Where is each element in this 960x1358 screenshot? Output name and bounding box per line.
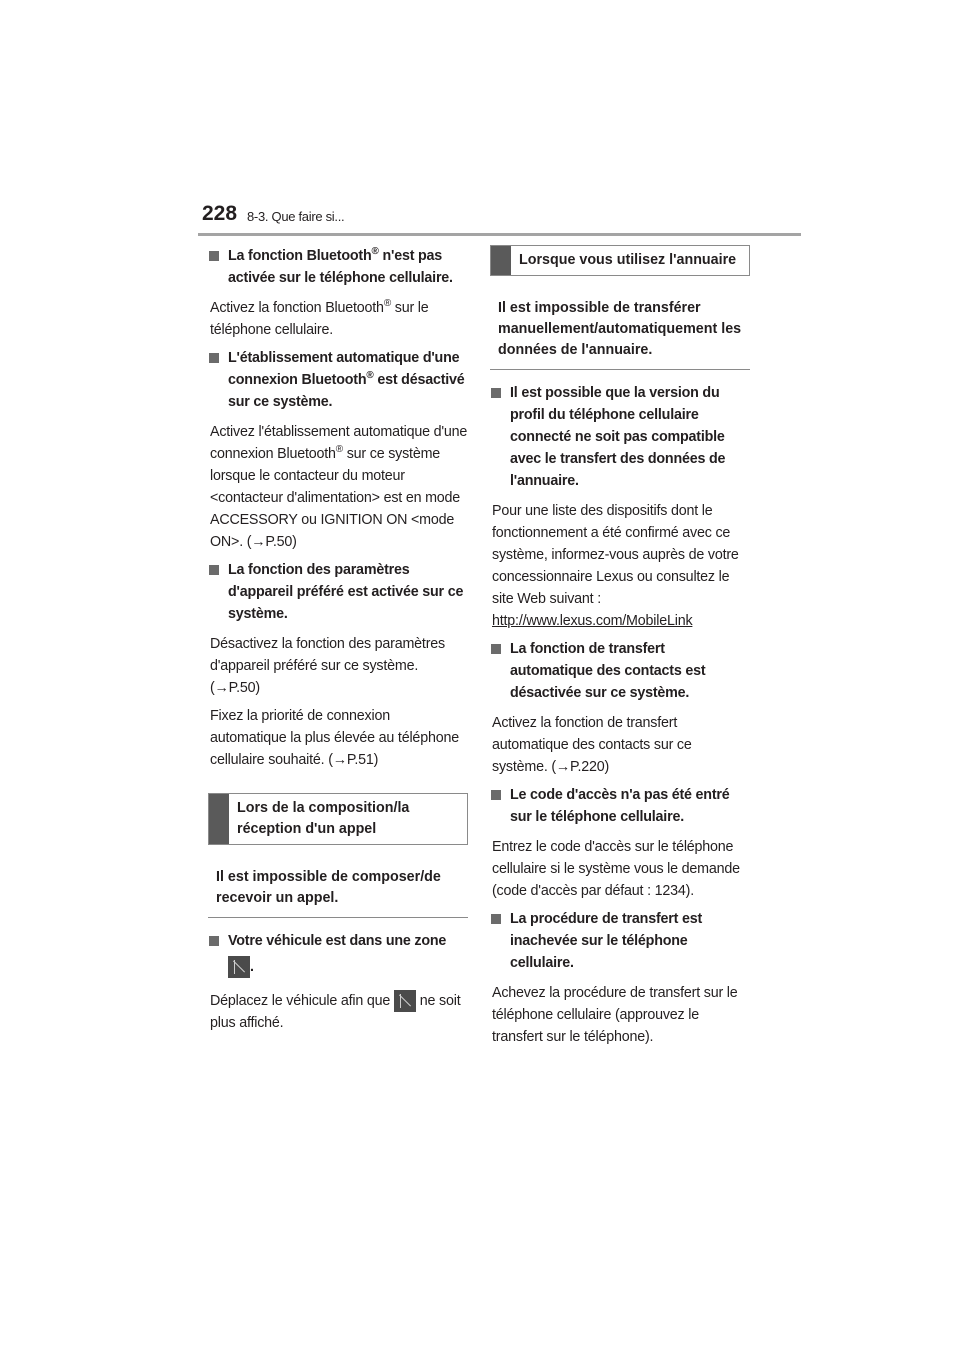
subheading-transfer-incomplete: La procédure de transfert est inachevée sur le téléphone cellulaire. [490, 908, 750, 974]
section-bar [209, 794, 229, 844]
square-bullet-icon [209, 251, 219, 261]
square-bullet-icon [209, 936, 219, 946]
subheading-profile-version: Il est possible que la version du profil du téléphone cellulaire connecté ne soit pas compatible avec le transfert des données de l'annuaire. [490, 382, 750, 492]
subheading-passcode: Le code d'accès n'a pas été entré sur le téléphone cellulaire. [490, 784, 750, 828]
subheading-preferred-device: La fonction des paramètres d'appareil préféré est activée sur ce système. [208, 559, 468, 625]
subheading-auto-transfer: La fonction de transfert automatique des contacts est désactivée sur ce système. [490, 638, 750, 704]
mobilelink-url[interactable]: http://www.lexus.com/MobileLink [492, 613, 693, 629]
issue-phonebook: Il est impossible de transférer manuellement/automatiquement les données de l'annuaire. [490, 276, 750, 370]
right-column [490, 245, 750, 1054]
section-header-calls [208, 793, 468, 845]
text-auto-connection: Activez l'établissement automatique d'une connexion Bluetooth® sur ce système lorsque le contacteur du moteur <contacteur d'alimentation> est en mode ACCESSORY ou IGNITION ON <mode ON>. (→P.50) [210, 424, 468, 550]
section-title: Lors de la composition/la réception d'un appel [237, 800, 410, 837]
text-auto-transfer: Activez la fonction de transfert automatique des contacts sur ce système. (→P.220) [492, 715, 692, 775]
text-profile-version: Pour une liste des dispositifs dont le fonctionnement a été confirmé avec ce système, informez-vous auprès de votre concessionnaire Lexus ou consultez le site Web suivant : [492, 503, 739, 607]
header-rule [198, 233, 801, 236]
square-bullet-icon [209, 353, 219, 363]
square-bullet-icon [209, 565, 219, 575]
text-transfer-incomplete: Achevez la procédure de transfert sur le téléphone cellulaire (approuvez le transfert sur le téléphone). [492, 985, 738, 1045]
subheading-no-signal-zone: Votre véhicule est dans une zone . [208, 930, 468, 982]
section-header-phonebook [490, 245, 750, 276]
text-passcode: Entrez le code d'accès sur le téléphone cellulaire si le système vous le demande (code d'accès par défaut : 1234). [492, 839, 740, 899]
subheading-auto-connection: L'établissement automatique d'une connexion Bluetooth® est désactivé sur ce système. [208, 347, 468, 413]
square-bullet-icon [491, 644, 501, 654]
issue-calls: Il est impossible de composer/de recevoir un appel. [208, 845, 468, 918]
square-bullet-icon [491, 388, 501, 398]
square-bullet-icon [491, 790, 501, 800]
text-no-signal-zone: Déplacez le véhicule afin que ne soit plus affiché. [210, 990, 468, 1034]
page-header [198, 202, 801, 234]
square-bullet-icon [491, 914, 501, 924]
section-title: Lorsque vous utilisez l'annuaire [519, 252, 737, 268]
no-bluetooth-signal-icon [394, 990, 416, 1012]
left-column [208, 245, 468, 1040]
section-bar [491, 246, 511, 275]
no-bluetooth-signal-icon [228, 956, 250, 978]
page-number: 228 [202, 202, 238, 225]
text-preferred-device-2: Fixez la priorité de connexion automatique la plus élevée au téléphone cellulaire souhaité. (→P.51) [210, 708, 459, 768]
chapter-title: 8-3. Que faire si... [247, 209, 345, 224]
text-preferred-device-1: Désactivez la fonction des paramètres d'appareil préféré sur ce système. (→P.50) [210, 636, 445, 696]
subheading-bluetooth-phone: La fonction Bluetooth® n'est pas activée sur le téléphone cellulaire. [208, 245, 468, 289]
text-bluetooth-phone: Activez la fonction Bluetooth® sur le téléphone cellulaire. [210, 298, 429, 338]
